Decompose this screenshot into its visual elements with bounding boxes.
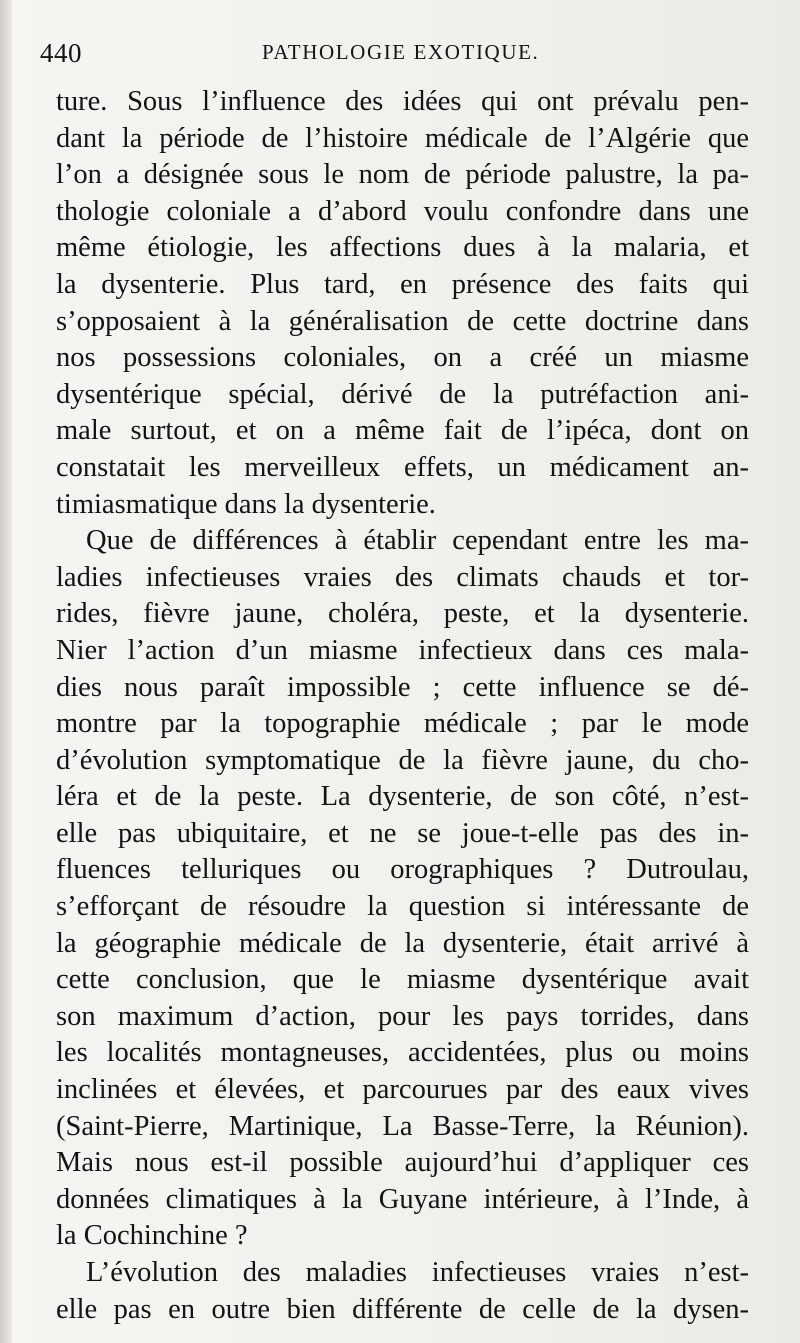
text-line: elle pas en outre bien différente de celle de la dysen-: [56, 1293, 749, 1325]
text-line: dant la période de l’histoire médicale de l’Algérie que: [56, 122, 749, 154]
text-line: ladies infectieuses vraies des climats chauds et tor-: [56, 561, 749, 593]
page-header: [40, 38, 740, 72]
text-line: timiasmatique dans la dysenterie.: [56, 488, 436, 520]
text-line: l’on a désignée sous le nom de période palustre, la pa-: [56, 159, 749, 191]
text-line: inclinées et élevées, et parcourues par des eaux vives: [56, 1074, 749, 1106]
page-number: 440: [40, 38, 82, 68]
text-line: ture. Sous l’influence des idées qui ont prévalu pen-: [56, 86, 749, 117]
text-line: données climatiques à la Guyane intérieure, à l’Inde, à: [56, 1183, 749, 1215]
text-line: la Cochinchine ?: [56, 1220, 248, 1252]
text-line: léra et de la peste. La dysenterie, de son côté, n’est-: [56, 781, 749, 813]
text-line: (Saint-Pierre, Martinique, La Basse-Terre, la Réunion).: [56, 1110, 749, 1142]
text-line: dies nous paraît impossible ; cette influence se dé-: [56, 671, 749, 703]
running-head: PATHOLOGIE EXOTIQUE.: [262, 40, 540, 64]
text-line: s’efforçant de résoudre la question si intéressante de: [56, 891, 749, 923]
text-line: s’opposaient à la généralisation de cette doctrine dans: [56, 305, 749, 337]
text-line: cette conclusion, que le miasme dysentérique avait: [56, 964, 749, 996]
body-text: [56, 84, 749, 1328]
text-line: les localités montagneuses, accidentées, plus ou moins: [56, 1037, 749, 1069]
text-line: Que de différences à établir cependant entre les ma-: [86, 525, 749, 557]
text-line: dysentérique spécial, dérivé de la putréfaction ani-: [56, 378, 749, 410]
text-line: montre par la topographie médicale ; par le mode: [56, 708, 749, 740]
text-line: son maximum d’action, pour les pays torrides, dans: [56, 1000, 749, 1032]
text-line: la géographie médicale de la dysenterie, était arrivé à: [56, 927, 749, 959]
page-gutter-shadow: [0, 0, 12, 1343]
text-line: elle pas ubiquitaire, et ne se joue-t-elle pas des in-: [56, 817, 749, 849]
text-line: L’évolution des maladies infectieuses vraies n’est-: [86, 1257, 749, 1288]
text-line: Mais nous est-il possible aujourd’hui d’appliquer ces: [56, 1147, 749, 1179]
text-line: rides, fièvre jaune, choléra, peste, et la dysenterie.: [56, 598, 749, 630]
text-line: constatait les merveilleux effets, un médicament an-: [56, 451, 749, 483]
text-line: d’évolution symptomatique de la fièvre jaune, du cho-: [56, 744, 749, 776]
text-line: même étiologie, les affections dues à la malaria, et: [56, 232, 749, 264]
text-line: fluences telluriques ou orographiques ? Dutroulau,: [56, 854, 749, 886]
text-line: male surtout, et on a même fait de l’ipéca, dont on: [56, 415, 749, 447]
text-line: nos possessions coloniales, on a créé un miasme: [56, 342, 749, 374]
text-line: Nier l’action d’un miasme infectieux dans ces mala-: [56, 634, 749, 666]
text-line: la dysenterie. Plus tard, en présence des faits qui: [56, 268, 749, 300]
text-line: thologie coloniale a d’abord voulu confondre dans une: [56, 195, 749, 227]
